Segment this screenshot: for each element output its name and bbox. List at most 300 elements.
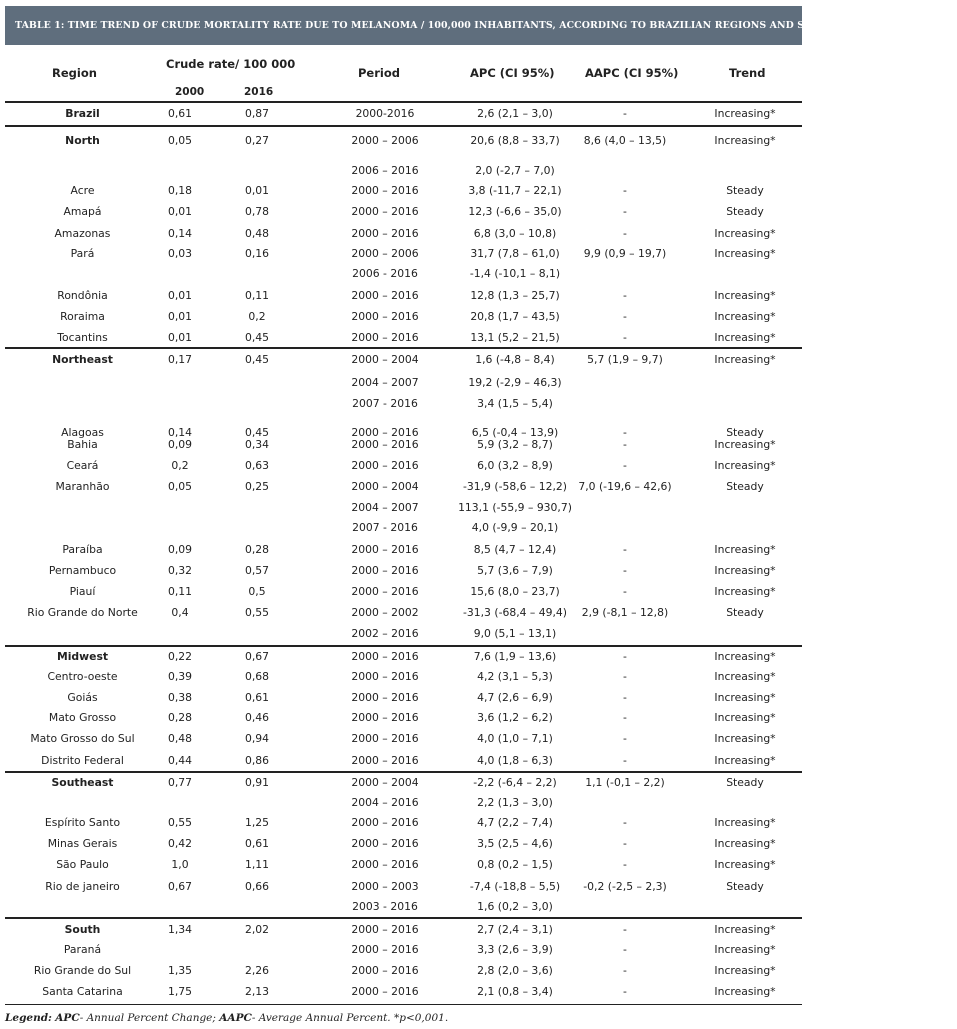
table-row (0, 561, 808, 581)
cell-aapc: - (623, 585, 627, 598)
cell-aapc (555, 518, 695, 538)
cell-rate-2000: 0,39 (167, 670, 193, 683)
cell-rate-2000: 0,05 (167, 480, 193, 493)
cell-aapc: 5,7 (1,9 – 9,7) (587, 353, 663, 366)
cell-trend: Increasing* (714, 134, 776, 147)
table-row (0, 181, 808, 201)
cell-period: 2004 – 2007 (351, 501, 419, 514)
cell-apc: 3,3 (2,6 – 3,9) (477, 943, 553, 956)
cell-rate-2000 (145, 940, 215, 960)
cell-period: 2000 – 2016 (351, 543, 419, 556)
cell-aapc (555, 373, 695, 393)
cell-trend: Increasing* (714, 964, 776, 977)
cell-period: 2007 - 2016 (352, 521, 418, 534)
table-row (0, 373, 808, 393)
cell-aapc: - (623, 289, 627, 302)
cell-period: 2002 – 2016 (351, 627, 419, 640)
cell-rate-2016: 0,34 (244, 438, 270, 451)
cell-trend: Increasing* (714, 543, 776, 556)
cell-trend: Increasing* (714, 353, 776, 366)
cell-period: 2000 – 2016 (351, 754, 419, 767)
cell-rate-2016: 0,11 (244, 289, 270, 302)
cell-period: 2006 - 2016 (352, 267, 418, 280)
cell-trend: Increasing* (714, 711, 776, 724)
cell-trend (700, 373, 790, 393)
cell-rate-2016: 1,25 (244, 816, 270, 829)
cell-rate-2000: 0,22 (167, 650, 193, 663)
cell-apc: -2,2 (-6,4 – 2,2) (473, 776, 557, 789)
cell-region: Paraná (63, 943, 102, 956)
cell-rate-2000: 0,17 (167, 353, 193, 366)
cell-apc: 5,9 (3,2 – 8,7) (477, 438, 553, 451)
table-row (0, 667, 808, 687)
table-row (0, 729, 808, 749)
cell-region: Maranhão (55, 480, 110, 493)
cell-rate-2000: 0,05 (167, 134, 193, 147)
cell-region: São Paulo (56, 858, 109, 871)
cell-period: 2000 – 2016 (351, 310, 419, 323)
cell-aapc: - (623, 923, 627, 936)
cell-apc: -7,4 (-18,8 – 5,5) (469, 880, 561, 893)
cell-aapc: 7,0 (-19,6 – 42,6) (578, 480, 672, 493)
cell-rate-2016: 0,61 (244, 691, 270, 704)
cell-aapc: - (623, 107, 627, 120)
cell-aapc: - (623, 205, 627, 218)
cell-trend: Increasing* (714, 650, 776, 663)
cell-rate-2000: 0,48 (167, 732, 193, 745)
cell-trend: Increasing* (714, 816, 776, 829)
cell-aapc: - (623, 754, 627, 767)
legend (5, 1012, 448, 1024)
cell-region: Pará (70, 247, 95, 260)
cell-rate-2016 (227, 264, 287, 284)
table-row (0, 920, 808, 940)
legend-label: Legend: (5, 1012, 52, 1024)
cell-rate-2016: 0,63 (244, 459, 270, 472)
table-row (0, 104, 808, 124)
cell-trend (700, 793, 790, 813)
cell-aapc: - (623, 837, 627, 850)
cell-rate-2016: 1,11 (244, 858, 270, 871)
cell-apc: 8,5 (4,7 – 12,4) (473, 543, 557, 556)
cell-trend: Increasing* (714, 438, 776, 451)
cell-region: Tocantins (57, 331, 108, 344)
cell-rate-2000: 0,03 (167, 247, 193, 260)
cell-period: 2007 - 2016 (352, 397, 418, 410)
cell-apc: 2,1 (0,8 – 3,4) (477, 985, 553, 998)
cell-period: 2000 – 2004 (351, 480, 419, 493)
cell-apc: 3,6 (1,2 – 6,2) (477, 711, 553, 724)
cell-apc: 4,0 (1,0 – 7,1) (477, 732, 553, 745)
cell-rate-2016 (227, 394, 287, 414)
cell-region (10, 793, 155, 813)
cell-apc: 6,8 (3,0 – 10,8) (473, 227, 557, 240)
cell-rate-2000 (145, 394, 215, 414)
table-row (0, 855, 808, 875)
cell-period: 2000 – 2016 (351, 438, 419, 451)
cell-rate-2000: 0,01 (167, 205, 193, 218)
cell-region: Distrito Federal (41, 754, 124, 767)
table-title: TABLE 1: TIME TREND OF CRUDE MORTALITY RATE DUE TO MELANOMA / 100,000 INHABITANTS, ACCORDING TO BRAZILIAN REGIONS AND STATES, FROM 2000 TO 2016 (5, 6, 802, 45)
table-row (0, 793, 808, 813)
cell-apc: 1,6 (0,2 – 3,0) (477, 900, 553, 913)
cell-trend: Steady (726, 184, 764, 197)
cell-trend: Increasing* (714, 754, 776, 767)
table-row (0, 813, 808, 833)
table-row (0, 647, 808, 667)
cell-trend: Increasing* (714, 107, 776, 120)
table-row (0, 897, 808, 917)
cell-rate-2016: 2,26 (244, 964, 270, 977)
table-row (0, 394, 808, 414)
cell-trend (700, 897, 790, 917)
header-year-2000: 2000 (175, 86, 205, 98)
table-row (0, 244, 808, 264)
cell-aapc: - (623, 670, 627, 683)
cell-region (10, 373, 155, 393)
cell-region: Bahia (67, 438, 98, 451)
table-row (0, 603, 808, 623)
cell-period: 2000 – 2016 (351, 459, 419, 472)
cell-period: 2000 – 2006 (351, 247, 419, 260)
cell-region: Rio Grande do Sul (33, 964, 132, 977)
cell-aapc (555, 498, 695, 518)
cell-trend (700, 498, 790, 518)
cell-period: 2004 – 2016 (351, 796, 419, 809)
cell-rate-2016: 0,57 (244, 564, 270, 577)
cell-aapc (555, 161, 695, 181)
cell-apc: 20,6 (8,8 – 33,7) (470, 134, 560, 147)
cell-rate-2000: 0,67 (167, 880, 193, 893)
cell-aapc: - (623, 732, 627, 745)
cell-rate-2000: 0,09 (167, 543, 193, 556)
cell-rate-2016: 0,86 (244, 754, 270, 767)
header-apc: APC (CI 95%) (470, 66, 555, 80)
cell-period: 2000 – 2016 (351, 837, 419, 850)
cell-trend: Steady (726, 776, 764, 789)
cell-region: Alagoas (61, 426, 104, 439)
cell-trend: Increasing* (714, 670, 776, 683)
cell-rate-2000 (145, 793, 215, 813)
cell-region: Paraíba (62, 543, 103, 556)
cell-aapc: - (623, 459, 627, 472)
cell-trend: Increasing* (714, 227, 776, 240)
table-row (0, 328, 808, 348)
cell-rate-2016: 0,28 (244, 543, 270, 556)
cell-aapc: -0,2 (-2,5 – 2,3) (583, 880, 667, 893)
table-row (0, 131, 808, 151)
cell-apc: 2,8 (2,0 – 3,6) (477, 964, 553, 977)
cell-apc: 12,8 (1,3 – 25,7) (470, 289, 560, 302)
cell-rate-2000 (145, 161, 215, 181)
table-row (0, 877, 808, 897)
cell-trend: Steady (726, 205, 764, 218)
cell-region (10, 518, 155, 538)
cell-aapc (555, 394, 695, 414)
cell-rate-2000: 1,0 (171, 858, 189, 871)
cell-region: Ceará (66, 459, 99, 472)
table-row (0, 456, 808, 476)
cell-rate-2000: 0,01 (167, 310, 193, 323)
cell-rate-2016: 0,66 (244, 880, 270, 893)
cell-aapc: - (623, 691, 627, 704)
cell-aapc: - (623, 985, 627, 998)
cell-rate-2000: 0,61 (167, 107, 193, 120)
cell-aapc (555, 793, 695, 813)
cell-trend: Increasing* (714, 691, 776, 704)
cell-trend: Increasing* (714, 310, 776, 323)
cell-rate-2016: 2,13 (244, 985, 270, 998)
table-row (0, 477, 808, 497)
table-row (0, 582, 808, 602)
cell-period: 2000 – 2002 (351, 606, 419, 619)
cell-rate-2016 (227, 624, 287, 644)
cell-rate-2000: 0,44 (167, 754, 193, 767)
cell-region: Northeast (52, 353, 113, 366)
cell-period: 2000 – 2016 (351, 426, 419, 439)
table-row (0, 940, 808, 960)
cell-apc: 3,8 (-11,7 – 22,1) (468, 184, 562, 197)
cell-rate-2016: 0,55 (244, 606, 270, 619)
table-row (0, 773, 808, 793)
cell-rate-2016 (227, 498, 287, 518)
legend-aapc-text: - Average Annual Percent. (251, 1012, 391, 1024)
cell-rate-2000: 0,77 (167, 776, 193, 789)
cell-period: 2000 – 2016 (351, 585, 419, 598)
header-crude-rate: Crude rate/ 100 000 (166, 57, 296, 71)
cell-period: 2000 – 2016 (351, 227, 419, 240)
table-row (0, 202, 808, 222)
cell-rate-2000 (145, 624, 215, 644)
cell-aapc: - (623, 426, 627, 439)
cell-apc: 1,6 (-4,8 – 8,4) (475, 353, 555, 366)
cell-apc: 6,0 (3,2 – 8,9) (477, 459, 553, 472)
cell-period: 2000 – 2004 (351, 353, 419, 366)
cell-region: Pernambuco (48, 564, 117, 577)
header-region: Region (52, 66, 97, 80)
cell-trend: Increasing* (714, 331, 776, 344)
cell-rate-2000: 1,35 (167, 964, 193, 977)
cell-rate-2016: 0,45 (244, 353, 270, 366)
cell-region: Espírito Santo (44, 816, 121, 829)
cell-apc: 2,6 (2,1 – 3,0) (477, 107, 553, 120)
cell-trend (700, 264, 790, 284)
table-row (0, 224, 808, 244)
cell-rate-2000: 0,01 (167, 331, 193, 344)
cell-rate-2016: 0,45 (244, 426, 270, 439)
cell-apc: 2,0 (-2,7 – 7,0) (475, 164, 555, 177)
cell-apc: 5,7 (3,6 – 7,9) (477, 564, 553, 577)
cell-apc: 9,0 (5,1 – 13,1) (473, 627, 557, 640)
cell-apc: 113,1 (-55,9 – 930,7) (458, 501, 572, 514)
cell-aapc: - (623, 227, 627, 240)
cell-trend (700, 518, 790, 538)
cell-period: 2000 – 2016 (351, 331, 419, 344)
cell-trend: Increasing* (714, 943, 776, 956)
cell-apc: 4,7 (2,2 – 7,4) (477, 816, 553, 829)
cell-aapc (555, 897, 695, 917)
header-aapc: AAPC (CI 95%) (585, 66, 679, 80)
cell-rate-2000 (145, 373, 215, 393)
cell-trend: Increasing* (714, 247, 776, 260)
cell-trend: Increasing* (714, 923, 776, 936)
cell-region: Rio de janeiro (45, 880, 120, 893)
cell-rate-2016: 0,78 (244, 205, 270, 218)
cell-trend: Steady (726, 480, 764, 493)
cell-rate-2016: 0,16 (244, 247, 270, 260)
cell-region: Santa Catarina (42, 985, 123, 998)
cell-apc: 13,1 (5,2 – 21,5) (470, 331, 560, 344)
cell-rate-2016: 0,67 (244, 650, 270, 663)
cell-region (10, 394, 155, 414)
cell-apc: -31,9 (-58,6 – 12,2) (462, 480, 568, 493)
cell-period: 2004 – 2007 (351, 376, 419, 389)
legend-apc-abbr: APC (55, 1012, 80, 1024)
cell-rate-2000: 0,42 (167, 837, 193, 850)
header-trend: Trend (729, 66, 766, 80)
cell-aapc: - (623, 310, 627, 323)
cell-trend (700, 394, 790, 414)
cell-rate-2016: 2,02 (244, 923, 270, 936)
cell-rate-2016 (227, 518, 287, 538)
cell-trend: Increasing* (714, 985, 776, 998)
cell-period: 2000 – 2016 (351, 964, 419, 977)
table-row (0, 708, 808, 728)
cell-trend: Increasing* (714, 459, 776, 472)
cell-period: 2006 – 2016 (351, 164, 419, 177)
cell-region: Acre (70, 184, 95, 197)
header-period: Period (358, 66, 400, 80)
cell-period: 2000 – 2016 (351, 205, 419, 218)
cell-rate-2016: 0,61 (244, 837, 270, 850)
cell-trend: Increasing* (714, 564, 776, 577)
cell-period: 2000 – 2016 (351, 691, 419, 704)
cell-aapc: - (623, 943, 627, 956)
cell-period: 2000 – 2016 (351, 184, 419, 197)
cell-rate-2016: 0,68 (244, 670, 270, 683)
cell-apc: 3,4 (1,5 – 5,4) (477, 397, 553, 410)
cell-rate-2016: 0,46 (244, 711, 270, 724)
table-row (0, 264, 808, 284)
cell-rate-2016: 0,5 (248, 585, 266, 598)
cell-apc: 2,2 (1,3 – 3,0) (477, 796, 553, 809)
cell-period: 2000 – 2016 (351, 564, 419, 577)
cell-rate-2016 (227, 373, 287, 393)
cell-period: 2000 – 2016 (351, 650, 419, 663)
cell-rate-2000: 0,4 (171, 606, 189, 619)
cell-trend: Steady (726, 880, 764, 893)
cell-rate-2000: 0,14 (167, 426, 193, 439)
cell-region: Southeast (51, 776, 114, 789)
cell-apc: 4,2 (3,1 – 5,3) (477, 670, 553, 683)
cell-period: 2000 – 2016 (351, 816, 419, 829)
cell-apc: 6,5 (-0,4 – 13,9) (471, 426, 559, 439)
cell-rate-2016: 0,87 (244, 107, 270, 120)
table-row (0, 751, 808, 771)
cell-aapc: - (623, 331, 627, 344)
cell-rate-2000: 0,2 (171, 459, 189, 472)
cell-trend (700, 624, 790, 644)
cell-period: 2000 – 2004 (351, 776, 419, 789)
cell-rate-2000 (145, 264, 215, 284)
legend-apc-text: - Annual Percent Change; (79, 1012, 216, 1024)
cell-rate-2000: 0,11 (167, 585, 193, 598)
table-row (0, 435, 808, 455)
header-year-2016: 2016 (244, 86, 274, 98)
cell-aapc (555, 624, 695, 644)
cell-region: Centro-oeste (47, 670, 118, 683)
table-row (0, 624, 808, 644)
legend-aapc-abbr: AAPC (219, 1012, 252, 1024)
cell-region: Amazonas (54, 227, 111, 240)
cell-region: Amapá (63, 205, 102, 218)
cell-period: 2000 – 2016 (351, 985, 419, 998)
cell-rate-2000: 1,75 (167, 985, 193, 998)
cell-region (10, 264, 155, 284)
cell-rate-2016 (227, 897, 287, 917)
cell-region (10, 624, 155, 644)
cell-rate-2000: 0,18 (167, 184, 193, 197)
cell-aapc: 9,9 (0,9 – 19,7) (583, 247, 667, 260)
cell-trend: Steady (726, 426, 764, 439)
cell-period: 2000 – 2016 (351, 732, 419, 745)
cell-region: Piauí (69, 585, 96, 598)
cell-aapc: - (623, 858, 627, 871)
cell-rate-2000: 0,01 (167, 289, 193, 302)
cell-apc: 3,5 (2,5 – 4,6) (477, 837, 553, 850)
cell-trend: Increasing* (714, 289, 776, 302)
cell-trend (700, 161, 790, 181)
cell-apc: 31,7 (7,8 – 61,0) (470, 247, 560, 260)
cell-rate-2000: 0,38 (167, 691, 193, 704)
cell-aapc: - (623, 816, 627, 829)
table-row (0, 286, 808, 306)
cell-rate-2016 (227, 793, 287, 813)
cell-trend: Increasing* (714, 585, 776, 598)
cell-rate-2016: 0,48 (244, 227, 270, 240)
cell-region: Rondônia (57, 289, 108, 302)
table-row (0, 982, 808, 1002)
cell-aapc: - (623, 564, 627, 577)
cell-period: 2000-2016 (355, 107, 415, 120)
table-row (0, 688, 808, 708)
cell-region: Roraima (60, 310, 105, 323)
cell-region (10, 161, 155, 181)
cell-region (10, 498, 155, 518)
cell-rate-2016 (227, 940, 287, 960)
cell-rate-2016: 0,91 (244, 776, 270, 789)
cell-apc: 4,0 (1,8 – 6,3) (477, 754, 553, 767)
table-row (0, 161, 808, 181)
cell-period: 2000 – 2016 (351, 289, 419, 302)
cell-trend: Increasing* (714, 837, 776, 850)
cell-rate-2016: 0,01 (244, 184, 270, 197)
cell-trend: Increasing* (714, 732, 776, 745)
cell-aapc: - (623, 650, 627, 663)
cell-aapc: 8,6 (4,0 – 13,5) (583, 134, 667, 147)
cell-aapc (555, 264, 695, 284)
cell-apc: 20,8 (1,7 – 43,5) (470, 310, 560, 323)
cell-rate-2000: 0,55 (167, 816, 193, 829)
cell-rate-2016 (227, 161, 287, 181)
cell-apc: -1,4 (-10,1 – 8,1) (469, 267, 561, 280)
cell-aapc: - (623, 543, 627, 556)
cell-rate-2000 (145, 498, 215, 518)
cell-aapc: 1,1 (-0,1 – 2,2) (585, 776, 665, 789)
cell-apc: 19,2 (-2,9 – 46,3) (468, 376, 562, 389)
cell-trend: Increasing* (714, 858, 776, 871)
cell-rate-2000 (145, 897, 215, 917)
